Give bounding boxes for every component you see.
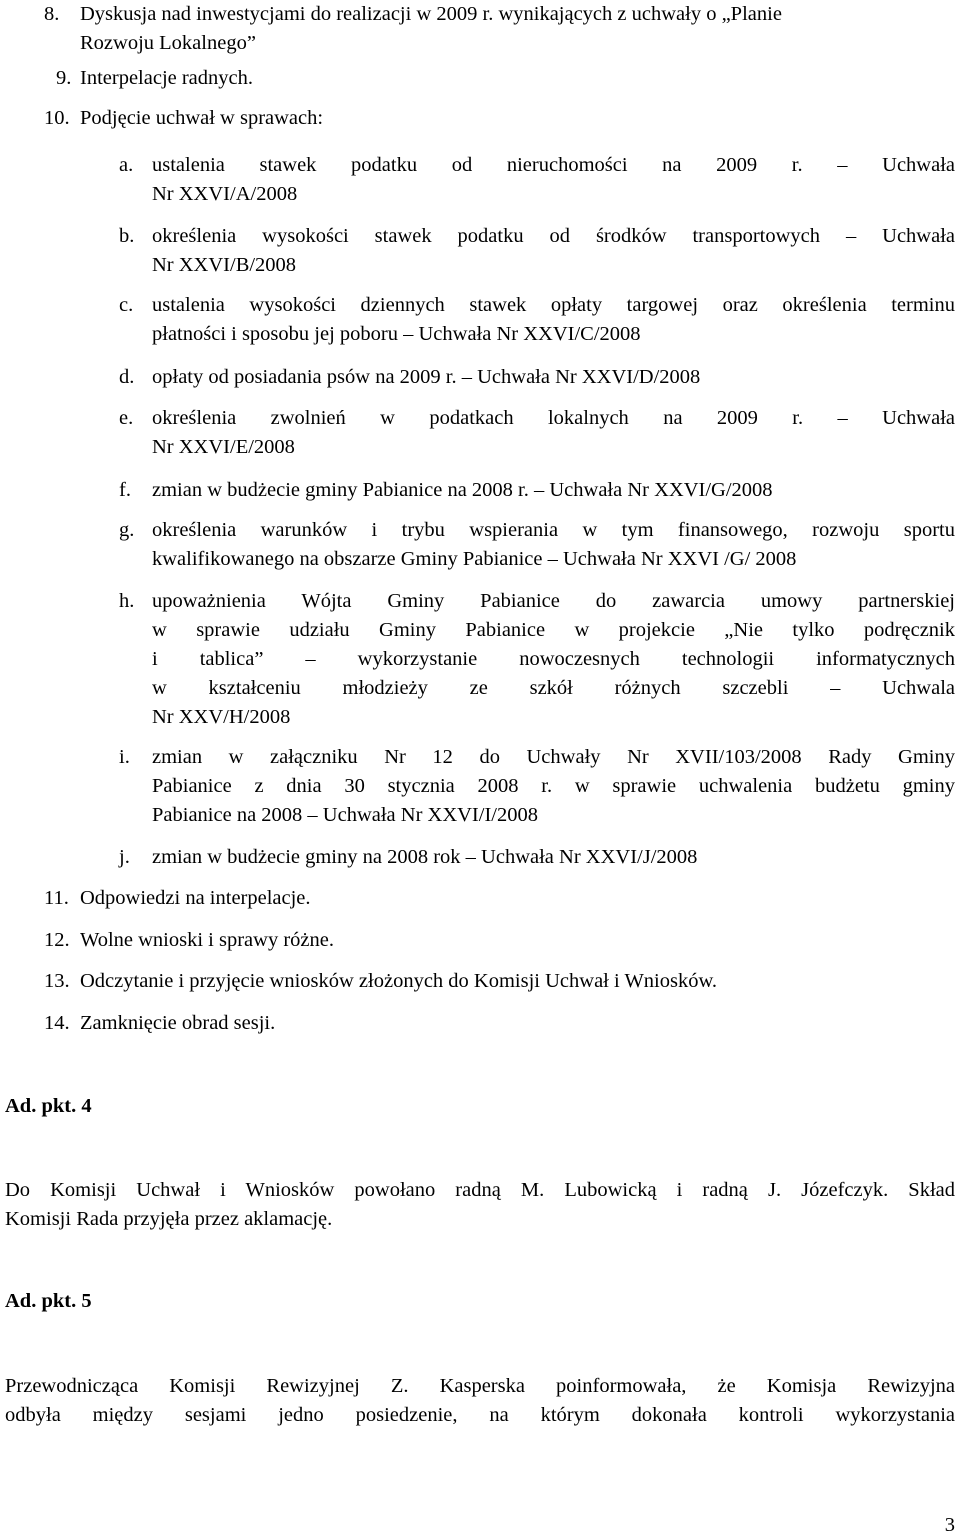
agenda-number: 10. (44, 107, 70, 129)
sub-item-letter: h. (119, 590, 135, 612)
section-heading-5: Ad. pkt. 5 (5, 1290, 92, 1312)
section-4-paragraph (5, 1176, 955, 1234)
sub-item-text-line: upoważnienia Wójta Gminy Pabianice do zawarcia umowy partnerskiej (152, 590, 955, 612)
sub-item-text-line: w sprawie udziału Gminy Pabianice w projekcie „Nie tylko podręcznik (152, 619, 955, 641)
sub-item-text-line: zmian w budżecie gminy Pabianice na 2008 r. – Uchwała Nr XXVI/G/2008 (152, 479, 773, 501)
agenda-text: Odpowiedzi na interpelacje. (80, 887, 311, 909)
agenda-item-12 (0, 926, 960, 955)
agenda-text-line: Dyskusja nad inwestycjami do realizacji w 2009 r. wynikających z uchwały o „Planie (80, 3, 782, 25)
paragraph-line: Komisji Rada przyjęła przez aklamację. (5, 1208, 333, 1230)
agenda-text: Wolne wnioski i sprawy różne. (80, 929, 334, 951)
sub-item-text-line: określenia zwolnień w podatkach lokalnych na 2009 r. – Uchwała (152, 407, 955, 429)
agenda-item-10 (0, 104, 960, 133)
sub-item-j (0, 843, 960, 872)
agenda-item-11 (0, 884, 960, 913)
sub-item-letter: d. (119, 366, 135, 388)
sub-item-text-line: ustalenia stawek podatku od nieruchomości na 2009 r. – Uchwała (152, 154, 955, 176)
sub-item-a (0, 151, 960, 209)
agenda-text: Zamknięcie obrad sesji. (80, 1012, 276, 1034)
sub-item-text-line: i tablica” – wykorzystanie nowoczesnych technologii informatycznych (152, 648, 955, 670)
agenda-item-13 (0, 967, 960, 996)
sub-item-d (0, 363, 960, 392)
agenda-text-line: Rozwoju Lokalnego” (80, 32, 256, 54)
sub-item-text-line: w kształceniu młodzieży ze szkół różnych szczebli – Uchwala (152, 677, 955, 699)
sub-item-text-line: Nr XXV/H/2008 (152, 706, 291, 728)
sub-item-text-line: określenia warunków i trybu wspierania w tym finansowego, rozwoju sportu (152, 519, 955, 541)
sub-item-text-line: zmian w budżecie gminy na 2008 rok – Uchwała Nr XXVI/J/2008 (152, 846, 698, 868)
sub-item-text-line: ustalenia wysokości dziennych stawek opłaty targowej oraz określenia terminu (152, 294, 955, 316)
sub-item-letter: c. (119, 294, 134, 316)
sub-item-h (0, 587, 960, 732)
agenda-number: 14. (44, 1012, 70, 1034)
sub-item-text-line: Nr XXVI/E/2008 (152, 436, 295, 458)
sub-item-g (0, 516, 960, 574)
sub-item-letter: g. (119, 519, 135, 541)
sub-item-letter: i. (119, 746, 130, 768)
sub-item-text-line: Pabianice na 2008 – Uchwała Nr XXVI/I/2008 (152, 804, 538, 826)
sub-item-c (0, 291, 960, 349)
sub-item-letter: j. (119, 846, 130, 868)
agenda-number: 8. (44, 3, 60, 25)
sub-item-b (0, 222, 960, 280)
sub-item-text-line: płatności i sposobu jej poboru – Uchwała Nr XXVI/C/2008 (152, 323, 641, 345)
sub-item-text-line: Pabianice z dnia 30 stycznia 2008 r. w sprawie uchwalenia budżetu gminy (152, 775, 955, 797)
agenda-item-14 (0, 1009, 960, 1038)
page-number: 3 (944, 1514, 955, 1536)
paragraph-line: Przewodnicząca Komisji Rewizyjnej Z. Kasperska poinformowała, że Komisja Rewizyjna (5, 1375, 955, 1397)
sub-item-text-line: zmian w załączniku Nr 12 do Uchwały Nr XVII/103/2008 Rady Gminy (152, 746, 955, 768)
sub-item-text-line: Nr XXVI/B/2008 (152, 254, 297, 276)
agenda-item-9 (0, 64, 960, 93)
sub-item-text-line: opłaty od posiadania psów na 2009 r. – Uchwała Nr XXVI/D/2008 (152, 366, 701, 388)
agenda-item-8 (0, 0, 960, 60)
sub-item-text-line: określenia wysokości stawek podatku od środków transportowych – Uchwała (152, 225, 955, 247)
sub-item-letter: a. (119, 154, 134, 176)
sub-item-text-line: kwalifikowanego na obszarze Gminy Pabianice – Uchwała Nr XXVI /G/ 2008 (152, 548, 797, 570)
sub-item-letter: b. (119, 225, 135, 247)
sub-item-f (0, 476, 960, 505)
agenda-text: Interpelacje radnych. (80, 67, 254, 89)
sub-item-text-line: Nr XXVI/A/2008 (152, 183, 298, 205)
agenda-text: Odczytanie i przyjęcie wniosków złożonych do Komisji Uchwał i Wniosków. (80, 970, 718, 992)
agenda-number: 9. (56, 67, 72, 89)
sub-item-e (0, 404, 960, 462)
agenda-text: Podjęcie uchwał w sprawach: (80, 107, 324, 129)
sub-item-letter: e. (119, 407, 134, 429)
paragraph-line: odbyła między sesjami jedno posiedzenie, na którym dokonała kontroli wykorzystania (5, 1404, 955, 1426)
agenda-number: 11. (44, 887, 69, 909)
agenda-number: 12. (44, 929, 70, 951)
agenda-number: 13. (44, 970, 70, 992)
sub-item-letter: f. (119, 479, 131, 501)
section-heading-4: Ad. pkt. 4 (5, 1095, 92, 1117)
section-5-paragraph (5, 1372, 955, 1430)
sub-item-i (0, 743, 960, 830)
paragraph-line: Do Komisji Uchwał i Wniosków powołano radną M. Lubowicką i radną J. Józefczyk. Skład (5, 1179, 955, 1201)
